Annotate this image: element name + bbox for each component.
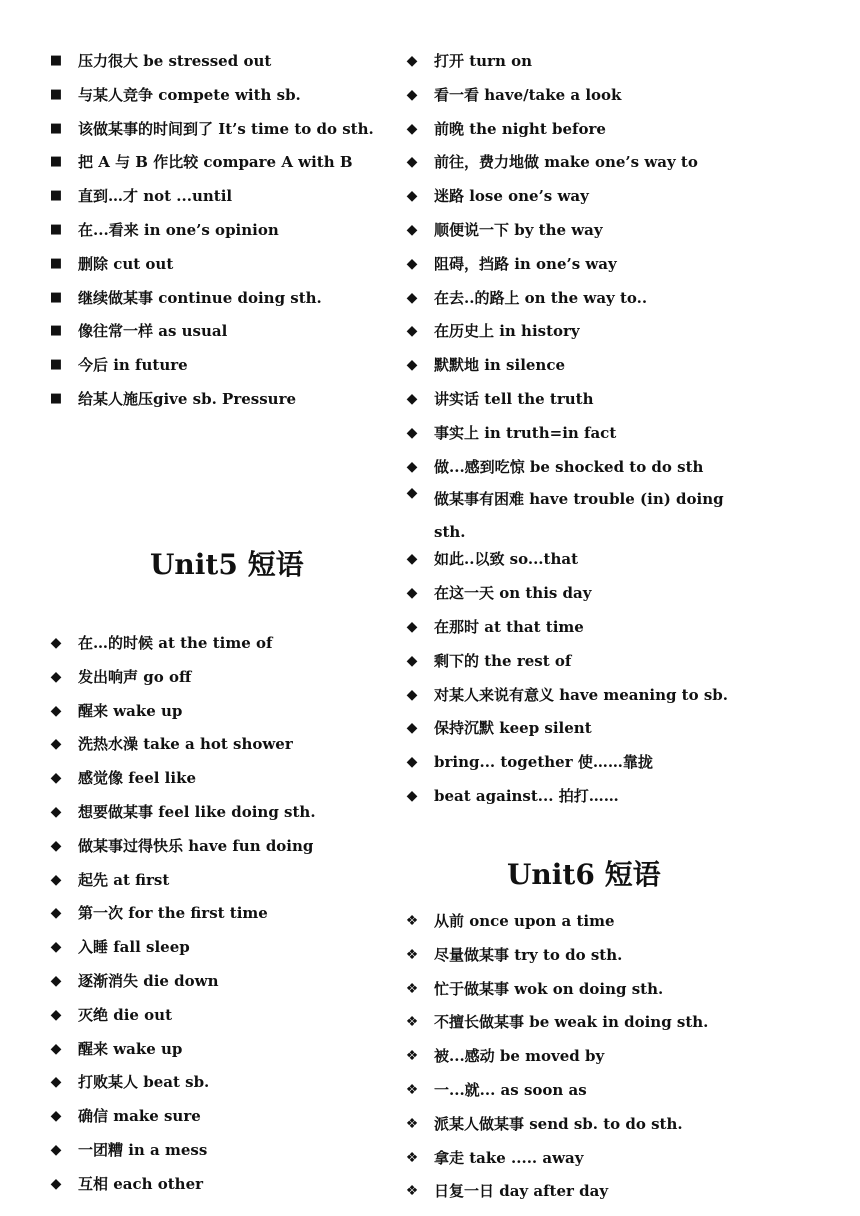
phrase-item [48, 85, 374, 119]
phrase-item [48, 768, 316, 802]
phrase-item [48, 802, 316, 836]
unit5-phrase-list [48, 633, 316, 1208]
phrase-item [404, 288, 734, 322]
phrase-item [48, 734, 316, 768]
phrase-item [48, 903, 316, 937]
phrase-item [404, 1148, 708, 1182]
phrase-item [404, 1012, 708, 1046]
bullet-icon: ◆ [406, 424, 418, 441]
bullet-icon: ■ [49, 154, 63, 170]
unit5-heading: Unit5 短语 [150, 548, 304, 581]
phrase-text: bring... together 使……靠拢 [434, 753, 653, 772]
phrase-text: 直到…才 not ...until [78, 187, 233, 206]
phrase-text: 在去..的路上 on the way to.. [434, 288, 648, 307]
bullet-icon: ■ [49, 390, 63, 406]
bullet-icon: ◆ [406, 787, 418, 804]
bullet-icon: ◆ [50, 803, 62, 820]
bullet-icon: ■ [49, 86, 63, 102]
phrase-item [48, 971, 316, 1005]
phrase-text: 想要做某事 feel like doing sth. [78, 802, 316, 821]
phrase-item [404, 786, 734, 820]
phrase-text: 删除 cut out [78, 254, 174, 273]
phrase-item [48, 1005, 316, 1039]
phrase-list-top-left [48, 51, 374, 423]
phrase-text: 日复一日 day after day [434, 1182, 609, 1201]
bullet-icon: ■ [49, 188, 63, 204]
phrase-text: 在…的时候 at the time of [78, 634, 273, 652]
bullet-icon: ◆ [406, 686, 418, 703]
bullet-icon: ◆ [406, 86, 418, 103]
phrase-text: 互相 each other [78, 1174, 204, 1193]
phrase-item [404, 389, 734, 423]
phrase-text: 灭绝 die out [78, 1005, 173, 1024]
phrase-text: 尽量做某事 try to do sth. [434, 945, 623, 964]
phrase-text: 感觉像 feel like [78, 769, 197, 788]
phrase-item [48, 152, 374, 186]
phrase-item [48, 51, 374, 85]
phrase-item [404, 979, 708, 1013]
phrase-item [404, 911, 708, 945]
phrase-item [48, 119, 374, 153]
bullet-icon: ■ [49, 53, 63, 68]
phrase-text: 前往，费力地做 make one’s way to [434, 153, 698, 172]
bullet-icon: ❖ [405, 1081, 419, 1098]
bullet-icon: ◆ [50, 939, 62, 956]
bullet-icon: ◆ [406, 154, 418, 171]
bullet-icon: ◆ [50, 1006, 62, 1023]
bullet-icon: ◆ [50, 871, 62, 888]
phrase-item [48, 355, 374, 389]
phrase-text: 与某人竞争 compete with sb. [78, 85, 301, 104]
phrase-list-right [404, 51, 734, 820]
bullet-icon: ◆ [406, 53, 418, 69]
phrase-item [48, 389, 374, 423]
bullet-icon: ◆ [406, 289, 418, 306]
phrase-item [404, 321, 734, 355]
phrase-text: 逐渐消失 die down [78, 971, 219, 990]
phrase-item [48, 1174, 316, 1208]
phrase-text: 拿走 take ..... away [434, 1148, 584, 1167]
phrase-text: 从前 once upon a time [434, 912, 615, 930]
phrase-item [48, 254, 374, 288]
phrase-text: 迷路 lose one’s way [434, 187, 589, 206]
phrase-text: 继续做某事 continue doing sth. [78, 288, 322, 307]
phrase-item [404, 718, 734, 752]
phrase-item [48, 220, 374, 254]
phrase-item [404, 186, 734, 220]
phrase-item [48, 321, 374, 355]
bullet-icon: ■ [49, 255, 63, 271]
phrase-item [404, 752, 734, 786]
phrase-text: 打败某人 beat sb. [78, 1073, 210, 1092]
bullet-icon: ◆ [406, 323, 418, 340]
phrase-text: 顺便说一下 by the way [434, 220, 603, 239]
phrase-text: 做某事过得快乐 have fun doing [78, 836, 314, 855]
phrase-item [404, 355, 734, 389]
phrase-text: 确信 make sure [78, 1107, 201, 1126]
bullet-icon: ◆ [50, 668, 62, 685]
bullet-icon: ■ [49, 120, 63, 136]
phrase-text: 如此..以致 so...that [434, 550, 579, 569]
bullet-icon: ◆ [50, 1074, 62, 1091]
phrase-item [404, 254, 734, 288]
phrase-text: 一团糟 in a mess [78, 1140, 208, 1159]
phrase-item [404, 483, 734, 549]
phrase-text: 给某人施压give sb. Pressure [78, 389, 297, 408]
phrase-item [404, 1046, 708, 1080]
phrase-item [404, 1080, 708, 1114]
bullet-icon: ◆ [50, 702, 62, 719]
phrase-text: 在历史上 in history [434, 322, 580, 341]
bullet-icon: ◆ [406, 720, 418, 737]
phrase-item [404, 423, 734, 457]
bullet-icon: ◆ [406, 551, 418, 568]
phrase-item [48, 836, 316, 870]
bullet-icon: ◆ [406, 585, 418, 602]
bullet-icon: ◆ [50, 1175, 62, 1192]
bullet-icon: ❖ [405, 980, 419, 997]
phrase-item [404, 1181, 708, 1215]
phrase-text: 打开 turn on [434, 52, 532, 70]
bullet-icon: ❖ [405, 946, 419, 963]
phrase-item [404, 583, 734, 617]
bullet-icon: ■ [49, 323, 63, 339]
phrase-text: 事实上 in truth=in fact [434, 423, 617, 442]
bullet-icon: ■ [49, 221, 63, 237]
bullet-icon: ◆ [50, 635, 62, 651]
bullet-icon: ◆ [406, 255, 418, 272]
phrase-item [48, 288, 374, 322]
bullet-icon: ◆ [406, 754, 418, 771]
bullet-icon: ■ [49, 289, 63, 305]
phrase-text: 忙于做某事 wok on doing sth. [434, 979, 664, 998]
bullet-icon: ◆ [50, 837, 62, 854]
bullet-icon: ◆ [50, 770, 62, 787]
bullet-icon: ◆ [406, 618, 418, 635]
phrase-item [48, 186, 374, 220]
phrase-item [404, 651, 734, 685]
phrase-text: 发出响声 go off [78, 667, 192, 686]
unit6-heading: Unit6 短语 [507, 858, 661, 891]
phrase-text: 在...看来 in one’s opinion [78, 220, 279, 239]
phrase-text: 前晚 the night before [434, 119, 606, 138]
phrase-text: 压力很大 be stressed out [78, 52, 272, 70]
bullet-icon: ◆ [50, 1141, 62, 1158]
phrase-text: 把 A 与 B 作比较 compare A with B [78, 153, 353, 172]
phrase-item [48, 701, 316, 735]
unit6-phrase-list [404, 911, 708, 1215]
phrase-item [404, 945, 708, 979]
phrase-text: 不擅长做某事 be weak in doing sth. [434, 1013, 709, 1032]
phrase-item [404, 51, 734, 85]
phrase-text: 在这一天 on this day [434, 584, 592, 603]
phrase-text: 讲实话 tell the truth [434, 389, 594, 408]
bullet-icon: ❖ [405, 1115, 419, 1132]
bullet-icon: ◆ [406, 221, 418, 238]
phrase-item [48, 1140, 316, 1174]
phrase-text: 入睡 fall sleep [78, 938, 190, 957]
phrase-text: 剩下的 the rest of [434, 651, 572, 670]
phrase-item [48, 1039, 316, 1073]
phrase-text: 起先 at first [78, 870, 170, 889]
bullet-icon: ❖ [405, 1149, 419, 1166]
phrase-item [48, 1072, 316, 1106]
phrase-item [48, 870, 316, 904]
phrase-text: 默默地 in silence [434, 356, 566, 375]
bullet-icon: ❖ [405, 913, 419, 929]
bullet-icon: ◆ [50, 1108, 62, 1125]
phrase-item [404, 617, 734, 651]
phrase-text: 醒来 wake up [78, 701, 183, 720]
phrase-item [404, 685, 734, 719]
bullet-icon: ◆ [406, 120, 418, 137]
phrase-item [404, 549, 734, 583]
phrase-text: 在那时 at that time [434, 617, 584, 636]
phrase-text: 被...感动 be moved by [434, 1047, 605, 1066]
phrase-text: 保持沉默 keep silent [434, 719, 592, 738]
phrase-text: 今后 in future [78, 356, 188, 375]
bullet-icon: ◆ [406, 390, 418, 407]
phrase-text: 做某事有困难 have trouble (in) doing sth. [434, 490, 724, 542]
phrase-text: 醒来 wake up [78, 1039, 183, 1058]
bullet-icon: ◆ [406, 485, 418, 502]
phrase-text: 该做某事的时间到了 It’s time to do sth. [78, 119, 374, 138]
bullet-icon: ◆ [50, 736, 62, 753]
bullet-icon: ■ [49, 357, 63, 373]
phrase-item [48, 1106, 316, 1140]
bullet-icon: ◆ [50, 905, 62, 922]
phrase-item [404, 1114, 708, 1148]
bullet-icon: ◆ [406, 652, 418, 669]
phrase-text: 派某人做某事 send sb. to do sth. [434, 1114, 683, 1133]
phrase-text: 一...就... as soon as [434, 1080, 587, 1099]
phrase-item [404, 119, 734, 153]
phrase-text: 做...感到吃惊 be shocked to do sth [434, 457, 704, 476]
bullet-icon: ◆ [406, 188, 418, 205]
phrase-item [48, 937, 316, 971]
phrase-item [48, 667, 316, 701]
phrase-text: 第一次 for the first time [78, 904, 268, 923]
bullet-icon: ◆ [50, 972, 62, 989]
phrase-item [404, 152, 734, 186]
bullet-icon: ◆ [406, 458, 418, 475]
phrase-item [404, 85, 734, 119]
phrase-text: 阻碍，挡路 in one’s way [434, 254, 617, 273]
bullet-icon: ◆ [50, 1040, 62, 1057]
bullet-icon: ❖ [405, 1183, 419, 1200]
phrase-text: beat against... 拍打…… [434, 786, 619, 805]
phrase-text: 看一看 have/take a look [434, 85, 622, 104]
bullet-icon: ❖ [405, 1048, 419, 1065]
phrase-item [404, 220, 734, 254]
phrase-text: 洗热水澡 take a hot shower [78, 735, 293, 754]
phrase-text: 对某人来说有意义 have meaning to sb. [434, 685, 728, 704]
phrase-item [48, 633, 316, 667]
phrase-text: 像往常一样 as usual [78, 322, 228, 341]
bullet-icon: ◆ [406, 357, 418, 374]
bullet-icon: ❖ [405, 1014, 419, 1031]
